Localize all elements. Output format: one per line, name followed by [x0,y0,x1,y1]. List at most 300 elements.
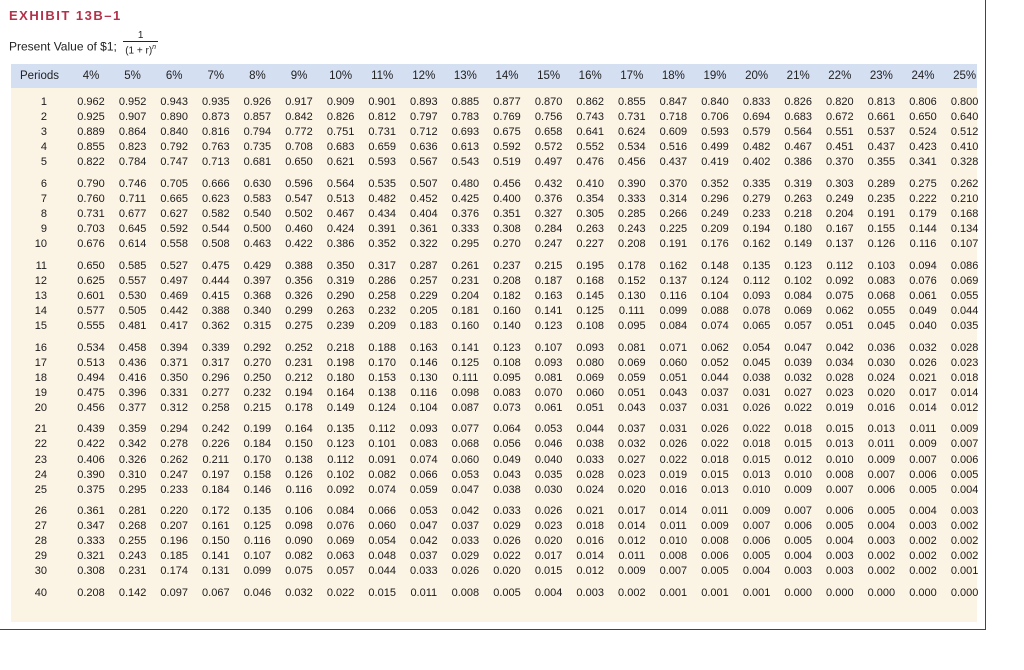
value-cell: 0.410 [950,141,979,154]
value-cell: 0.185 [160,550,188,563]
value-cell: 0.008 [701,535,729,548]
value-cell: 0.609 [659,126,688,139]
value-cell: 0.783 [451,111,480,124]
value-cell: 0.011 [909,423,937,436]
period-cell: 24 [34,468,47,481]
period-cell: 25 [34,483,47,496]
value-cell: 0.184 [243,438,272,451]
value-cell: 0.126 [867,238,896,251]
value-cell: 0.112 [327,453,354,466]
subtitle-prefix: Present Value of $1; [9,39,117,54]
value-cell: 0.001 [742,587,771,600]
value-cell: 0.097 [160,587,188,600]
formula-denominator [123,41,158,56]
rate-header: 12% [412,70,436,82]
value-cell: 0.002 [909,550,937,563]
value-cell: 0.661 [867,111,896,124]
value-cell: 0.258 [202,401,230,414]
value-cell: 0.021 [909,371,937,384]
value-cell: 0.340 [243,304,272,317]
value-cell: 0.060 [368,520,396,533]
value-cell: 0.467 [784,141,812,154]
value-cell: 0.596 [285,177,313,190]
value-cell: 0.003 [576,587,604,600]
value-cell: 0.842 [285,111,313,124]
value-cell: 0.057 [784,319,812,332]
value-cell: 0.130 [410,371,438,384]
value-cell: 0.263 [326,304,355,317]
value-cell: 0.195 [576,259,604,272]
value-cell: 0.160 [451,319,480,332]
period-cell: 27 [34,520,47,533]
value-cell: 0.390 [77,468,105,481]
value-cell: 0.020 [867,386,896,399]
value-cell: 0.018 [576,520,604,533]
value-cell: 0.370 [659,177,688,190]
value-cell: 0.125 [451,356,480,369]
value-cell: 0.112 [826,259,854,272]
value-cell: 0.760 [77,192,105,205]
value-cell: 0.592 [493,141,521,154]
value-cell: 0.064 [493,423,521,436]
value-cell: 0.083 [493,386,521,399]
value-cell: 0.076 [909,274,937,287]
value-cell: 0.099 [659,304,688,317]
value-cell: 0.043 [493,468,521,481]
value-cell: 0.683 [326,141,355,154]
value-cell: 0.010 [826,453,854,466]
value-cell: 0.500 [243,223,272,235]
rate-header: 6% [165,70,183,82]
value-cell: 0.051 [576,401,604,414]
value-cell: 0.840 [160,126,188,139]
value-cell: 0.083 [410,438,438,451]
value-cell: 0.022 [493,550,521,563]
value-cell: 0.262 [160,453,188,466]
value-cell: 0.816 [202,126,230,139]
value-cell: 0.873 [202,111,230,124]
value-cell: 0.249 [701,207,729,220]
value-cell: 0.116 [660,289,687,302]
value-cell: 0.909 [326,96,355,108]
value-cell: 0.012 [576,565,604,578]
value-cell: 0.012 [618,535,646,548]
value-cell: 0.125 [576,304,604,317]
value-cell: 0.826 [326,111,355,124]
value-cell: 0.081 [618,341,646,354]
value-cell: 0.024 [576,483,604,496]
value-cell: 0.053 [534,423,563,436]
periods-header: Periods [20,70,59,82]
value-cell: 0.045 [867,319,896,332]
period-cell: 3 [40,126,47,139]
value-cell: 0.031 [659,423,688,436]
value-cell: 0.000 [867,587,896,600]
value-cell: 0.076 [326,520,355,533]
value-cell: 0.386 [326,238,355,251]
value-cell: 0.022 [326,587,355,600]
value-cell: 0.170 [368,356,396,369]
value-cell: 0.027 [784,386,812,399]
value-cell: 0.099 [243,565,272,578]
value-cell: 0.675 [493,126,521,139]
value-cell: 0.437 [867,141,896,154]
value-cell: 0.630 [243,177,272,190]
value-cell: 0.194 [742,223,771,235]
value-cell: 0.061 [909,289,937,302]
value-cell: 0.008 [659,550,688,563]
value-cell: 0.150 [202,535,230,548]
rate-header: 25% [953,70,977,82]
value-cell: 0.084 [784,289,812,302]
value-cell: 0.508 [202,238,230,251]
value-cell: 0.396 [118,386,147,399]
value-cell: 0.456 [493,177,521,190]
value-cell: 0.436 [118,356,147,369]
value-cell: 0.524 [909,126,937,139]
value-cell: 0.063 [326,550,355,563]
value-cell: 0.042 [826,341,854,354]
value-cell: 0.439 [77,423,105,436]
value-cell: 0.218 [326,341,355,354]
value-cell: 0.123 [784,259,812,272]
value-cell: 0.106 [285,505,313,518]
value-cell: 0.149 [784,238,812,251]
value-cell: 0.494 [77,371,105,384]
value-cell: 0.044 [576,423,604,436]
value-cell: 0.069 [618,356,646,369]
value-cell: 0.205 [410,304,438,317]
value-cell: 0.035 [534,468,563,481]
value-cell: 0.022 [742,423,771,436]
value-cell: 0.840 [701,96,729,108]
value-cell: 0.800 [950,96,979,108]
value-cell: 0.527 [160,259,188,272]
value-cell: 0.098 [285,520,313,533]
value-cell: 0.016 [576,535,604,548]
value-cell: 0.231 [285,356,313,369]
value-cell: 0.444 [202,274,230,287]
value-cell: 0.231 [118,565,147,578]
value-cell: 0.043 [659,386,688,399]
value-cell: 0.623 [202,192,230,205]
value-cell: 0.862 [576,96,604,108]
value-cell: 0.855 [618,96,646,108]
value-cell: 0.112 [368,423,396,436]
value-cell: 0.769 [493,111,521,124]
value-cell: 0.073 [493,401,521,414]
value-cell: 0.007 [867,468,896,481]
value-cell: 0.012 [784,453,812,466]
value-cell: 0.451 [826,141,854,154]
value-cell: 0.806 [909,96,937,108]
value-cell: 0.150 [285,438,313,451]
value-cell: 0.641 [576,126,604,139]
value-cell: 0.333 [618,192,646,205]
value-cell: 0.183 [410,319,438,332]
value-cell: 0.386 [784,156,812,169]
value-cell: 0.268 [118,520,147,533]
value-cell: 0.519 [493,156,521,169]
value-cell: 0.279 [742,192,771,205]
value-cell: 0.322 [410,238,438,251]
value-cell: 0.220 [160,505,188,518]
value-cell: 0.075 [285,565,313,578]
value-cell: 0.636 [410,141,438,154]
value-cell: 0.066 [368,505,396,518]
value-cell: 0.013 [701,483,729,496]
value-cell: 0.718 [659,111,688,124]
value-cell: 0.893 [410,96,438,108]
value-cell: 0.211 [202,453,230,466]
value-cell: 0.004 [826,535,854,548]
value-cell: 0.015 [701,468,729,481]
value-cell: 0.497 [534,156,563,169]
rate-header: 22% [828,70,852,82]
value-cell: 0.168 [576,274,604,287]
value-cell: 0.198 [326,356,355,369]
value-cell: 0.149 [326,401,355,414]
value-cell: 0.502 [285,207,313,220]
value-cell: 0.082 [368,468,396,481]
value-cell: 0.013 [867,423,896,436]
value-cell: 0.614 [118,238,147,251]
value-cell: 0.055 [950,289,979,302]
value-cell: 0.481 [118,319,147,332]
value-cell: 0.328 [950,156,979,169]
value-cell: 0.917 [285,96,313,108]
value-cell: 0.577 [77,304,105,317]
value-cell: 0.011 [868,438,895,451]
value-cell: 0.516 [659,141,688,154]
value-cell: 0.017 [618,505,646,518]
value-cell: 0.029 [451,550,480,563]
value-cell: 0.534 [618,141,646,154]
value-cell: 0.772 [285,126,313,139]
value-cell: 0.196 [160,535,188,548]
value-cell: 0.022 [784,401,812,414]
value-cell: 0.404 [410,207,438,220]
value-cell: 0.423 [909,141,937,154]
value-cell: 0.621 [326,156,355,169]
value-cell: 0.040 [909,319,937,332]
value-cell: 0.191 [867,207,896,220]
value-cell: 0.123 [534,319,563,332]
value-cell: 0.410 [576,177,604,190]
value-cell: 0.855 [77,141,105,154]
rate-header: 14% [495,70,519,82]
value-cell: 0.321 [77,550,105,563]
value-cell: 0.790 [77,177,105,190]
period-cell: 7 [40,192,47,205]
value-cell: 0.037 [701,386,729,399]
value-cell: 0.480 [451,177,480,190]
value-cell: 0.889 [77,126,105,139]
value-cell: 0.537 [867,126,896,139]
value-cell: 0.002 [867,565,896,578]
value-cell: 0.137 [826,238,854,251]
value-cell: 0.943 [160,96,188,108]
value-cell: 0.341 [909,156,937,169]
value-cell: 0.000 [950,587,979,600]
value-cell: 0.049 [909,304,937,317]
value-cell: 0.044 [368,565,396,578]
value-cell: 0.090 [285,535,313,548]
value-cell: 0.002 [909,565,937,578]
value-cell: 0.068 [451,438,480,451]
period-cell: 1 [40,96,47,108]
period-cell: 19 [34,386,47,399]
value-cell: 0.237 [493,259,521,272]
value-cell: 0.456 [77,401,105,414]
value-cell: 0.708 [285,141,313,154]
value-cell: 0.377 [118,401,147,414]
value-cell: 0.051 [659,371,688,384]
value-cell: 0.452 [410,192,438,205]
value-cell: 0.026 [659,438,688,451]
value-cell: 0.028 [826,371,854,384]
value-cell: 0.432 [534,177,563,190]
value-cell: 0.275 [285,319,313,332]
value-cell: 0.028 [576,468,604,481]
value-cell: 0.003 [784,565,812,578]
value-cell: 0.125 [243,520,272,533]
value-cell: 0.069 [326,535,355,548]
value-cell: 0.033 [576,453,604,466]
value-cell: 0.032 [618,438,646,451]
value-cell: 0.296 [202,371,230,384]
value-cell: 0.416 [118,371,147,384]
value-cell: 0.074 [368,483,396,496]
rate-header: 11% [371,70,394,82]
value-cell: 0.371 [160,356,188,369]
value-cell: 0.243 [618,223,646,235]
value-cell: 0.017 [534,550,563,563]
value-cell: 0.676 [77,238,105,251]
value-cell: 0.069 [576,371,604,384]
value-cell: 0.555 [77,319,105,332]
value-cell: 0.012 [950,401,979,414]
value-cell: 0.178 [285,401,313,414]
value-cell: 0.102 [784,274,812,287]
value-cell: 0.005 [950,468,979,481]
period-cell: 11 [35,259,47,272]
value-cell: 0.890 [160,111,188,124]
value-cell: 0.176 [701,238,729,251]
period-cell: 5 [40,156,47,169]
value-cell: 0.153 [368,371,396,384]
value-cell: 0.925 [77,111,105,124]
rate-header: 20% [745,70,769,82]
value-cell: 0.218 [784,207,812,220]
value-cell: 0.065 [742,319,771,332]
value-cell: 0.350 [160,371,188,384]
value-cell: 0.613 [451,141,480,154]
value-cell: 0.339 [202,341,230,354]
value-cell: 0.564 [326,177,355,190]
value-cell: 0.460 [285,223,313,235]
value-cell: 0.191 [659,238,688,251]
value-cell: 0.231 [451,274,480,287]
value-cell: 0.847 [659,96,688,108]
value-cell: 0.544 [202,223,230,235]
value-cell: 0.049 [493,453,521,466]
value-cell: 0.295 [451,238,480,251]
value-cell: 0.356 [285,274,313,287]
value-cell: 0.078 [742,304,771,317]
value-cell: 0.101 [368,438,396,451]
value-cell: 0.210 [950,192,979,205]
value-cell: 0.743 [576,111,604,124]
value-cell: 0.582 [202,207,230,220]
value-cell: 0.209 [368,319,396,332]
period-cell: 40 [34,587,47,600]
value-cell: 0.342 [118,438,147,451]
value-cell: 0.028 [950,341,979,354]
value-cell: 0.168 [950,207,979,220]
value-cell: 0.141 [534,304,563,317]
value-cell: 0.108 [576,319,604,332]
rate-header: 23% [869,70,893,82]
value-cell: 0.112 [743,274,770,287]
value-cell: 0.000 [784,587,812,600]
value-cell: 0.130 [618,289,646,302]
value-cell: 0.037 [451,520,480,533]
value-cell: 0.003 [826,550,854,563]
value-cell: 0.009 [784,483,812,496]
value-cell: 0.060 [576,386,604,399]
value-cell: 0.314 [659,192,688,205]
value-cell: 0.406 [77,453,105,466]
value-cell: 0.564 [784,126,812,139]
value-cell: 0.046 [243,587,272,600]
rate-header: 21% [786,70,810,82]
value-cell: 0.820 [826,96,854,108]
value-cell: 0.456 [618,156,646,169]
value-cell: 0.368 [243,289,272,302]
value-cell: 0.402 [742,156,771,169]
value-cell: 0.033 [410,565,438,578]
value-cell: 0.184 [202,483,230,496]
value-cell: 0.650 [909,111,937,124]
value-cell: 0.023 [950,356,979,369]
value-cell: 0.305 [576,207,604,220]
value-cell: 0.262 [950,177,979,190]
value-cell: 0.135 [742,259,771,272]
rate-header: 4% [82,70,100,82]
value-cell: 0.952 [118,96,147,108]
value-cell: 0.694 [742,111,771,124]
value-cell: 0.857 [243,111,272,124]
value-cell: 0.009 [867,453,896,466]
value-cell: 0.672 [826,111,854,124]
value-cell: 0.482 [368,192,396,205]
value-cell: 0.093 [410,423,438,436]
value-cell: 0.530 [118,289,147,302]
value-cell: 0.093 [742,289,771,302]
value-cell: 0.326 [118,453,147,466]
value-cell: 0.053 [451,468,480,481]
value-cell: 0.751 [326,126,355,139]
value-cell: 0.047 [784,341,812,354]
value-cell: 0.513 [77,356,105,369]
value-cell: 0.482 [742,141,771,154]
value-cell: 0.585 [118,259,147,272]
value-cell: 0.235 [867,192,896,205]
value-cell: 0.141 [451,341,480,354]
value-cell: 0.044 [701,371,729,384]
value-cell: 0.162 [659,259,688,272]
